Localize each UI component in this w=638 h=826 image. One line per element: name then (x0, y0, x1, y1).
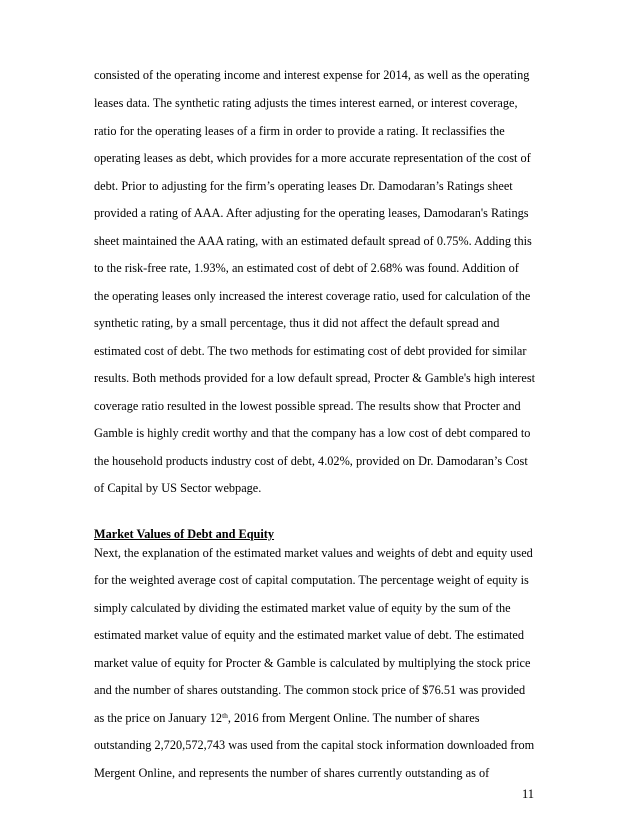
section-heading: Market Values of Debt and Equity (94, 527, 275, 541)
paragraph-line: market value of equity for Procter & Gamble is calculated by multiplying the stock price (94, 656, 531, 670)
text-run: as the price on January 12 (94, 711, 223, 725)
paragraph-line: sheet maintained the AAA rating, with an estimated default spread of 0.75%. Adding this (94, 234, 532, 248)
paragraph-line: for the weighted average cost of capital computation. The percentage weight of equity is (94, 573, 529, 587)
page-number: 11 (522, 787, 535, 801)
paragraph-line: outstanding 2,720,572,743 was used from the capital stock information downloaded from (94, 738, 535, 752)
paragraph-line: simply calculated by dividing the estimated market value of equity by the sum of the (94, 601, 511, 615)
paragraph-line: the operating leases only increased the interest coverage ratio, used for calculation of the (94, 289, 531, 303)
paragraph-line: Mergent Online, and represents the number of shares currently outstanding as of (94, 766, 490, 780)
paragraph-line: Next, the explanation of the estimated market values and weights of debt and equity used (94, 546, 533, 560)
paragraph-line: synthetic rating, by a small percentage, thus it did not affect the default spread and (94, 316, 500, 330)
paragraph-line: Gamble is highly credit worthy and that the company has a low cost of debt compared to (94, 426, 531, 440)
ordinal-suffix: th (222, 711, 228, 720)
paragraph-line: of Capital by US Sector webpage. (94, 481, 262, 495)
paragraph-line: coverage ratio resulted in the lowest possible spread. The results show that Procter and (94, 399, 521, 413)
paragraph-line (94, 711, 554, 725)
paragraph-line: debt. Prior to adjusting for the firm’s operating leases Dr. Damodaran’s Ratings sheet (94, 179, 513, 193)
paragraph-line: to the risk-free rate, 1.93%, an estimated cost of debt of 2.68% was found. Addition of (94, 261, 519, 275)
paragraph-line: and the number of shares outstanding. The common stock price of $76.51 was provided (94, 683, 526, 697)
paragraph-line: leases data. The synthetic rating adjusts the times interest earned, or interest coverage, (94, 96, 518, 110)
paragraph-line: estimated market value of equity and the estimated market value of debt. The estimated (94, 628, 525, 642)
text-run: , 2016 from Mergent Online. The number of shares (227, 711, 480, 725)
paragraph-line: consisted of the operating income and interest expense for 2014, as well as the operating (94, 68, 530, 82)
paragraph-line: estimated cost of debt. The two methods for estimating cost of debt provided for similar (94, 344, 527, 358)
paragraph-line: results. Both methods provided for a low default spread, Procter & Gamble's high interest (94, 371, 536, 385)
paragraph-line: operating leases as debt, which provides for a more accurate representation of the cost of (94, 151, 531, 165)
paragraph-line: ratio for the operating leases of a firm in order to provide a rating. It reclassifies the (94, 124, 505, 138)
paragraph-line: provided a rating of AAA. After adjusting for the operating leases, Damodaran's Ratings (94, 206, 529, 220)
paragraph-line: the household products industry cost of debt, 4.02%, provided on Dr. Damodaran’s Cost (94, 454, 528, 468)
